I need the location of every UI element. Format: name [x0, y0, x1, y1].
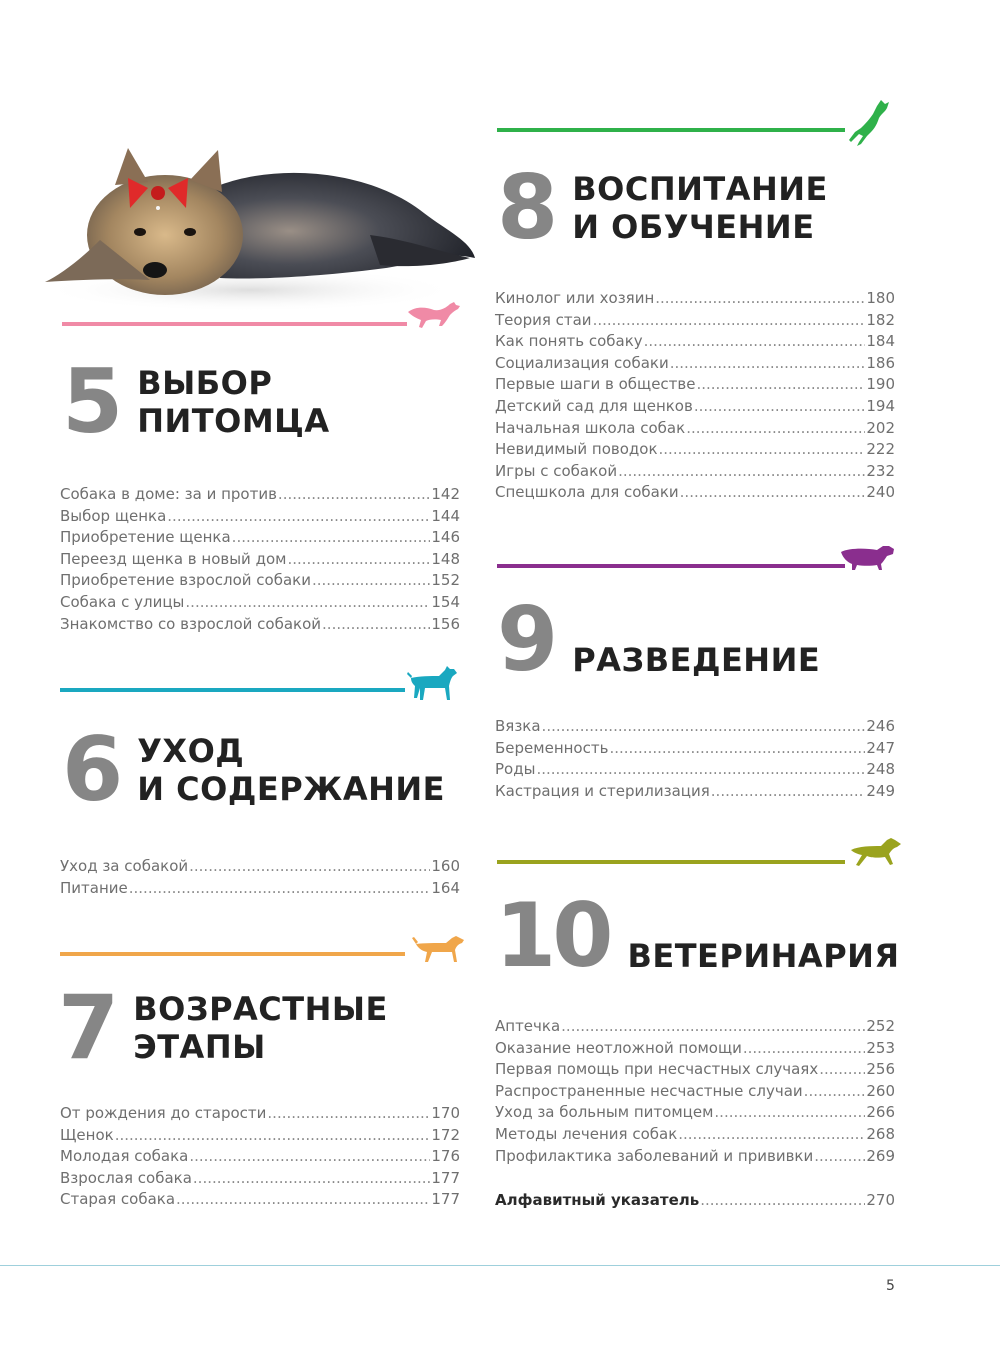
toc-entry[interactable] [60, 570, 460, 592]
section-title-line: И СОДЕРЖАНИЕ [137, 770, 446, 808]
toc-leader-dots [561, 1016, 865, 1038]
toc-leader-dots [680, 482, 866, 504]
toc-entry-page: 268 [866, 1124, 895, 1143]
toc-entry[interactable] [495, 716, 895, 738]
toc-leader-dots [129, 878, 431, 900]
section-title [572, 170, 828, 246]
toc-entry[interactable] [495, 288, 895, 310]
toc-entry-page: 246 [866, 717, 895, 735]
toc-leader-dots [167, 506, 430, 528]
toc-entry[interactable] [495, 374, 895, 396]
toc-entry-page: 266 [866, 1103, 895, 1122]
toc-leader-dots [278, 484, 430, 506]
toc-entry-page: 177 [431, 1168, 460, 1187]
alphabetical-index-toc [495, 1190, 895, 1212]
toc-entry-page: 270 [866, 1191, 895, 1209]
section-6-toc [60, 856, 460, 899]
toc-entry[interactable] [60, 614, 460, 636]
toc-entry-title: Собака с улицы [60, 592, 185, 611]
toc-entry-page: 222 [866, 440, 895, 459]
section-7-divider [60, 928, 470, 962]
toc-entry[interactable] [495, 396, 895, 418]
toc-entry-page: 160 [431, 857, 460, 875]
toc-entry-title: Первая помощь при несчастных случаях [495, 1060, 819, 1079]
toc-entry[interactable] [495, 1038, 895, 1060]
toc-leader-dots [618, 461, 865, 483]
section-title [137, 364, 329, 440]
toc-entry-page: 148 [431, 549, 460, 568]
toc-entry-title: Роды [495, 760, 536, 779]
toc-leader-dots [312, 570, 430, 592]
toc-entry-title: Питание [60, 878, 128, 897]
toc-entry-title: Собака в доме: за и против [60, 485, 277, 503]
toc-entry-title: Профилактика заболеваний и прививки [495, 1146, 814, 1165]
section-9-toc [495, 716, 895, 802]
toc-entry[interactable] [60, 1168, 460, 1190]
toc-entry[interactable] [495, 1081, 895, 1103]
toc-entry-title: Спецшкола для собаки [495, 483, 679, 502]
toc-leader-dots [542, 716, 866, 738]
toc-entry-page: 164 [431, 878, 460, 897]
toc-leader-dots [593, 310, 866, 332]
toc-leader-dots [694, 396, 866, 418]
toc-entry-page: 247 [866, 738, 895, 757]
toc-entry-page: 170 [431, 1104, 460, 1122]
toc-entry-title: Теория стаи [495, 310, 592, 329]
toc-leader-dots [176, 1189, 430, 1211]
toc-entry-page: 156 [431, 614, 460, 633]
toc-leader-dots [189, 1146, 430, 1168]
toc-entry-page: 194 [866, 396, 895, 415]
toc-entry-title: От рождения до старости [60, 1104, 267, 1122]
running-dog-icon [404, 298, 464, 332]
section-7-toc [60, 1103, 460, 1211]
toc-entry[interactable] [60, 1125, 460, 1147]
toc-entry[interactable] [495, 353, 895, 375]
toc-entry-page: 182 [866, 310, 895, 329]
toc-entry-page: 172 [431, 1125, 460, 1144]
toc-leader-dots [814, 1146, 865, 1168]
toc-entry[interactable] [60, 527, 460, 549]
section-title-line: И ОБУЧЕНИЕ [572, 208, 815, 246]
toc-entry[interactable] [495, 331, 895, 353]
toc-entry-title: Взрослая собака [60, 1168, 192, 1187]
section-title-line: ВОСПИТАНИЕ [572, 170, 828, 208]
toc-entry-page: 202 [866, 418, 895, 437]
trotting-dog-icon [849, 834, 903, 872]
toc-entry[interactable] [60, 1146, 460, 1168]
toc-entry-title: Кинолог или хозяин [495, 289, 655, 307]
section-number: 9 [497, 588, 555, 691]
toc-entry-page: 152 [431, 571, 460, 590]
toc-entry-title: Уход за собакой [60, 857, 189, 875]
section-number: 5 [62, 350, 120, 453]
section-7-rule [60, 952, 405, 956]
toc-entry-title: Щенок [60, 1125, 114, 1144]
toc-entry[interactable] [60, 484, 460, 506]
toc-entry-title: Знакомство со взрослой собакой [60, 614, 322, 633]
section-number: 8 [497, 156, 555, 259]
section-title-line: ВЫБОР [137, 364, 273, 402]
toc-leader-dots [655, 288, 865, 310]
toc-leader-dots [714, 1102, 865, 1124]
toc-entry-page: 256 [866, 1060, 895, 1079]
toc-entry[interactable] [60, 592, 460, 614]
toc-leader-dots [700, 1190, 865, 1212]
toc-entry-title: Как понять собаку [495, 332, 643, 351]
toc-entry[interactable] [495, 439, 895, 461]
section-10-heading [495, 884, 900, 987]
section-10-divider [497, 832, 902, 866]
jumping-dog-icon [847, 98, 893, 150]
toc-leader-dots [659, 439, 866, 461]
toc-leader-dots [189, 856, 430, 878]
toc-entry-page: 184 [866, 332, 895, 351]
section-9-divider [497, 536, 897, 570]
toc-entry[interactable] [495, 1146, 895, 1168]
toc-leader-dots [686, 418, 865, 440]
toc-entry[interactable] [60, 1103, 460, 1125]
toc-entry-title: Переезд щенка в новый дом [60, 549, 287, 568]
toc-entry-title: Приобретение взрослой собаки [60, 571, 311, 590]
toc-leader-dots [819, 1059, 865, 1081]
toc-entry[interactable] [60, 878, 460, 900]
toc-entry-page: 176 [431, 1147, 460, 1166]
section-10-toc [495, 1016, 895, 1167]
toc-leader-dots [536, 759, 865, 781]
toc-entry-page: 260 [866, 1081, 895, 1100]
toc-entry-page: 186 [866, 353, 895, 372]
section-title [133, 990, 388, 1066]
section-title-line: ВЕТЕРИНАРИЯ [627, 937, 900, 975]
toc-entry-title: Невидимый поводок [495, 440, 658, 459]
toc-entry-page: 180 [866, 289, 895, 307]
toc-leader-dots [804, 1081, 866, 1103]
toc-entry-page: 248 [866, 760, 895, 779]
toc-entry-title: Методы лечения собак [495, 1124, 678, 1143]
toc-entry[interactable] [60, 856, 460, 878]
toc-entry-title: Игры с собакой [495, 461, 618, 480]
toc-entry[interactable] [495, 1016, 895, 1038]
toc-entry[interactable] [495, 1124, 895, 1146]
toc-entry[interactable] [495, 781, 895, 803]
toc-entry-page: 142 [431, 485, 460, 503]
section-6-rule [60, 688, 405, 692]
bulldog-icon [839, 540, 897, 574]
toc-leader-dots [711, 781, 866, 803]
toc-entry-page: 190 [866, 375, 895, 394]
toc-leader-dots [644, 331, 866, 353]
toc-entry[interactable] [495, 759, 895, 781]
toc-entry[interactable] [495, 738, 895, 760]
toc-entry-title: Приобретение щенка [60, 528, 231, 547]
section-title [627, 937, 899, 975]
toc-leader-dots [287, 549, 430, 571]
section-title-line: УХОД [137, 732, 245, 770]
section-number: 7 [58, 976, 116, 1079]
section-7-heading [58, 976, 388, 1079]
toc-entry-title: Беременность [495, 738, 609, 757]
toc-leader-dots [609, 738, 865, 760]
toc-entry[interactable] [495, 418, 895, 440]
section-6-divider [60, 664, 470, 698]
toc-entry-page: 249 [866, 781, 895, 800]
toc-entry-title: Первые шаги в обществе [495, 375, 696, 394]
section-title-line: РАЗВЕДЕНИЕ [572, 641, 821, 679]
toc-leader-dots [322, 614, 430, 636]
section-9-heading [497, 588, 821, 691]
toc-entry-title: Аптечка [495, 1017, 561, 1035]
section-5-divider [62, 298, 472, 332]
toc-leader-dots [743, 1038, 865, 1060]
section-5-rule [62, 322, 407, 326]
toc-entry[interactable] [60, 1189, 460, 1211]
section-title [572, 641, 820, 679]
standing-dog-icon [405, 664, 465, 704]
toc-entry[interactable] [495, 461, 895, 483]
section-number: 6 [62, 718, 120, 821]
toc-entry-title: Вязка [495, 717, 541, 735]
toc-entry-title: Кастрация и стерилизация [495, 781, 710, 800]
toc-leader-dots [232, 527, 431, 549]
toc-entry-title: Выбор щенка [60, 506, 167, 525]
section-9-rule [497, 564, 845, 568]
section-5-heading [62, 350, 330, 453]
section-8-rule [497, 128, 845, 132]
yorkshire-terrier-photo [40, 140, 480, 315]
toc-entry-page: 269 [866, 1146, 895, 1165]
toc-leader-dots [678, 1124, 865, 1146]
toc-entry-page: 177 [431, 1190, 460, 1209]
toc-entry[interactable] [60, 549, 460, 571]
toc-entry-page: 146 [431, 528, 460, 547]
toc-entry-title: Начальная школа собак [495, 418, 686, 437]
footer-rule [0, 1265, 1000, 1266]
toc-entry-page: 252 [866, 1017, 895, 1035]
page-number: 5 [886, 1278, 895, 1294]
toc-entry-title: Алфавитный указатель [495, 1191, 700, 1209]
walking-dog-icon [412, 932, 472, 966]
section-5-toc [60, 484, 460, 635]
toc-entry-page: 232 [866, 461, 895, 480]
section-6-heading [62, 718, 446, 821]
toc-leader-dots [670, 353, 866, 375]
section-title-line: ВОЗРАСТНЫЕ [133, 990, 388, 1028]
section-10-rule [497, 860, 845, 864]
toc-entry[interactable] [495, 310, 895, 332]
toc-entry[interactable] [495, 1059, 895, 1081]
toc-entry-title: Молодая собака [60, 1147, 189, 1166]
toc-leader-dots [185, 592, 430, 614]
toc-entry[interactable] [495, 1190, 895, 1212]
toc-leader-dots [696, 374, 865, 396]
toc-entry-title: Детский сад для щенков [495, 396, 693, 415]
toc-entry[interactable] [495, 1102, 895, 1124]
toc-entry[interactable] [495, 482, 895, 504]
toc-entry-title: Уход за больным питомцем [495, 1103, 714, 1122]
toc-leader-dots [115, 1125, 431, 1147]
toc-entry-title: Старая собака [60, 1190, 176, 1209]
toc-entry-page: 144 [431, 506, 460, 525]
section-title-line: ЭТАПЫ [133, 1028, 266, 1066]
section-title-line: ПИТОМЦА [137, 402, 330, 440]
toc-entry-title: Социализация собаки [495, 353, 669, 372]
toc-entry-title: Оказание неотложной помощи [495, 1038, 742, 1057]
section-8-heading [497, 156, 828, 259]
section-number: 10 [495, 884, 610, 987]
toc-entry-page: 240 [866, 483, 895, 502]
toc-leader-dots [193, 1168, 430, 1190]
toc-entry-page: 154 [431, 592, 460, 611]
toc-entry[interactable] [60, 506, 460, 528]
toc-leader-dots [267, 1103, 430, 1125]
section-title [137, 732, 445, 808]
toc-entry-title: Распространенные несчастные случаи [495, 1081, 803, 1100]
section-8-divider [497, 100, 897, 134]
section-8-toc [495, 288, 895, 504]
toc-entry-page: 253 [866, 1038, 895, 1057]
